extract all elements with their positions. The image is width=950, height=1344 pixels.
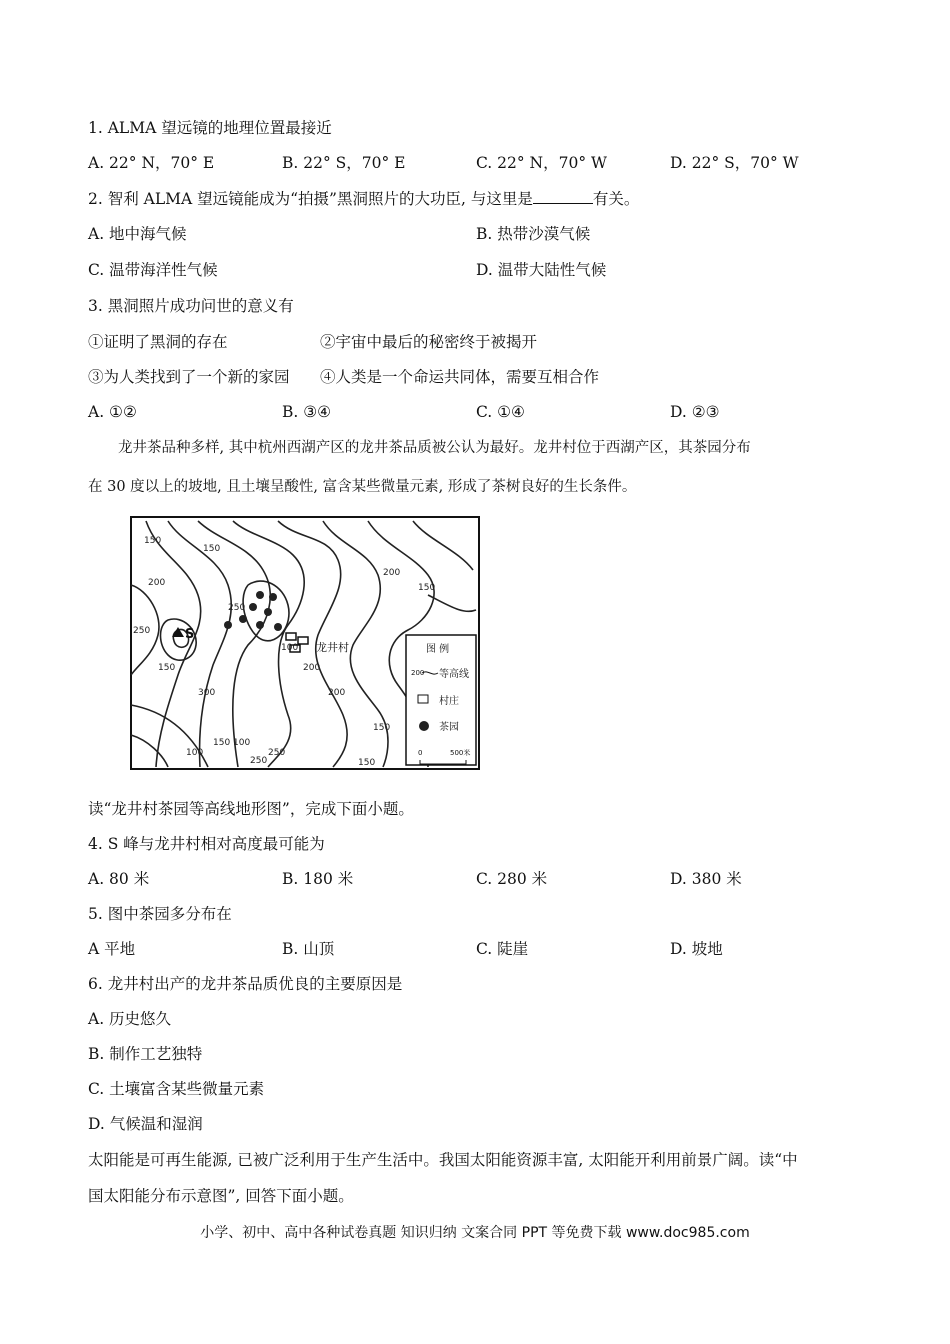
- contour-label: 250: [250, 756, 268, 766]
- q5-option-a: A 平地: [88, 940, 136, 958]
- q1-option-b: B. 22° S，70° E: [282, 154, 406, 172]
- tea-garden-icon: [224, 621, 232, 629]
- q1-option-d: D. 22° S，70° W: [670, 154, 799, 172]
- q1-option-c: C. 22° N，70° W: [476, 154, 607, 172]
- contour-label: 200: [383, 568, 401, 578]
- q6-option-b: B. 制作工艺独特: [88, 1045, 203, 1063]
- q6-stem: 6. 龙井村出产的龙井茶品质优良的主要原因是: [88, 975, 403, 993]
- q4-option-c: C. 280 米: [476, 870, 548, 888]
- q5-option-b: B. 山顶: [282, 940, 335, 958]
- q4-option-d: D. 380 米: [670, 870, 742, 888]
- tea-garden-icon: [239, 615, 247, 623]
- q6-option-a: A. 历史悠久: [88, 1010, 172, 1028]
- contour-label: 300: [198, 688, 216, 698]
- contour-label: 150: [203, 544, 221, 554]
- contour-label: 150: [144, 536, 162, 546]
- q3-statement-3: ③为人类找到了一个新的家园: [88, 368, 290, 386]
- q5-stem: 5. 图中茶园多分布在: [88, 905, 232, 923]
- tea-garden-icon: [264, 608, 272, 616]
- q2-stem: [88, 189, 639, 209]
- tea-garden-icon: [269, 593, 277, 601]
- tea-garden-icon: [256, 591, 264, 599]
- contour-label: 150: [358, 758, 376, 768]
- legend-village-label: 村庄: [439, 696, 459, 707]
- passage-1-line-2: 在 30 度以上的坡地, 且土壤呈酸性, 富含某些微量元素, 形成了茶树良好的生长条件。: [88, 479, 637, 495]
- q2-option-d: D. 温带大陆性气候: [476, 261, 607, 279]
- contour-label: 250: [133, 626, 151, 636]
- contour-label: 250: [228, 603, 246, 613]
- q5-option-d: D. 坡地: [670, 940, 723, 958]
- q2-option-c: C. 温带海洋性气候: [88, 261, 218, 279]
- q5-option-c: C. 陡崖: [476, 940, 529, 958]
- q3-statement-1: ①证明了黑洞的存在: [88, 333, 228, 351]
- contour-label: 200: [328, 688, 346, 698]
- q4-stem: 4. S 峰与龙井村相对高度最可能为: [88, 835, 325, 853]
- contour-label: 150: [373, 723, 391, 733]
- legend-box: [406, 635, 476, 765]
- contour-map: [128, 515, 482, 775]
- contour-label: 150: [158, 663, 176, 673]
- q3-statement-2: ②宇宙中最后的秘密终于被揭开: [320, 333, 538, 351]
- q4-option-b: B. 180 米: [282, 870, 354, 888]
- page-footer: 小学、初中、高中各种试卷真题 知识归纳 文案合同 PPT 等免费下载 www.doc985.com: [200, 1225, 750, 1241]
- q3-option-d: D. ②③: [670, 403, 720, 421]
- contour-label: 200: [303, 663, 321, 673]
- tea-garden-icon: [249, 603, 257, 611]
- legend-tea-icon: [419, 721, 429, 731]
- q4-option-a: A. 80 米: [88, 870, 150, 888]
- q3-stem: 3. 黑洞照片成功问世的意义有: [88, 297, 294, 315]
- contour-label: 100: [186, 748, 204, 758]
- legend-contour-label: 等高线: [439, 669, 469, 680]
- map-intro: 读“龙井村茶园等高线地形图”，完成下面小题。: [88, 800, 414, 818]
- contour-label: 100: [233, 738, 251, 748]
- passage-2-line-2: 国太阳能分布示意图”, 回答下面小题。: [88, 1187, 354, 1205]
- q2-stem-after: 有关。: [592, 190, 640, 208]
- peak-label: S: [185, 627, 195, 642]
- q6-option-c: C. 土壤富含某些微量元素: [88, 1080, 265, 1098]
- legend-contour-value: 200: [411, 669, 425, 677]
- contour-label: 100: [281, 643, 299, 653]
- legend-scale-zero: 0: [418, 749, 423, 757]
- q3-statement-4: ④人类是一个命运共同体，需要互相合作: [320, 368, 600, 386]
- village-label: 龙井村: [316, 641, 349, 654]
- q3-option-b: B. ③④: [282, 403, 332, 421]
- answer-blank: [533, 189, 593, 204]
- passage-2-line-1: 太阳能是可再生能源, 已被广泛利用于生产生活中。我国太阳能资源丰富, 太阳能开利用前景广阔。读“中: [88, 1151, 798, 1169]
- legend-tea-label: 茶园: [439, 722, 459, 733]
- contour-label: 150: [213, 738, 231, 748]
- q3-option-a: A. ①②: [88, 403, 137, 421]
- legend-scale-end: 500米: [450, 749, 471, 757]
- tea-garden-icon: [256, 621, 264, 629]
- q2-stem-before: 2. 智利 ALMA 望远镜能成为“拍摄”黑洞照片的大功臣, 与这里是: [88, 190, 533, 208]
- q3-option-c: C. ①④: [476, 403, 525, 421]
- q1-stem: 1. ALMA 望远镜的地理位置最接近: [88, 119, 332, 137]
- tea-garden-icon: [274, 623, 282, 631]
- passage-1-line-1: 龙井茶品种多样, 其中杭州西湖产区的龙井茶品质被公认为最好。龙井村位于西湖产区，其茶园分布: [118, 440, 751, 456]
- q6-option-d: D. 气候温和湿润: [88, 1115, 203, 1133]
- q2-option-a: A. 地中海气候: [88, 225, 187, 243]
- contour-label: 150: [418, 583, 436, 593]
- legend-title: 图 例: [426, 644, 450, 655]
- contour-label: 250: [268, 748, 286, 758]
- q2-option-b: B. 热带沙漠气候: [476, 225, 591, 243]
- contour-label: 200: [148, 578, 166, 588]
- q1-option-a: A. 22° N，70° E: [88, 154, 215, 172]
